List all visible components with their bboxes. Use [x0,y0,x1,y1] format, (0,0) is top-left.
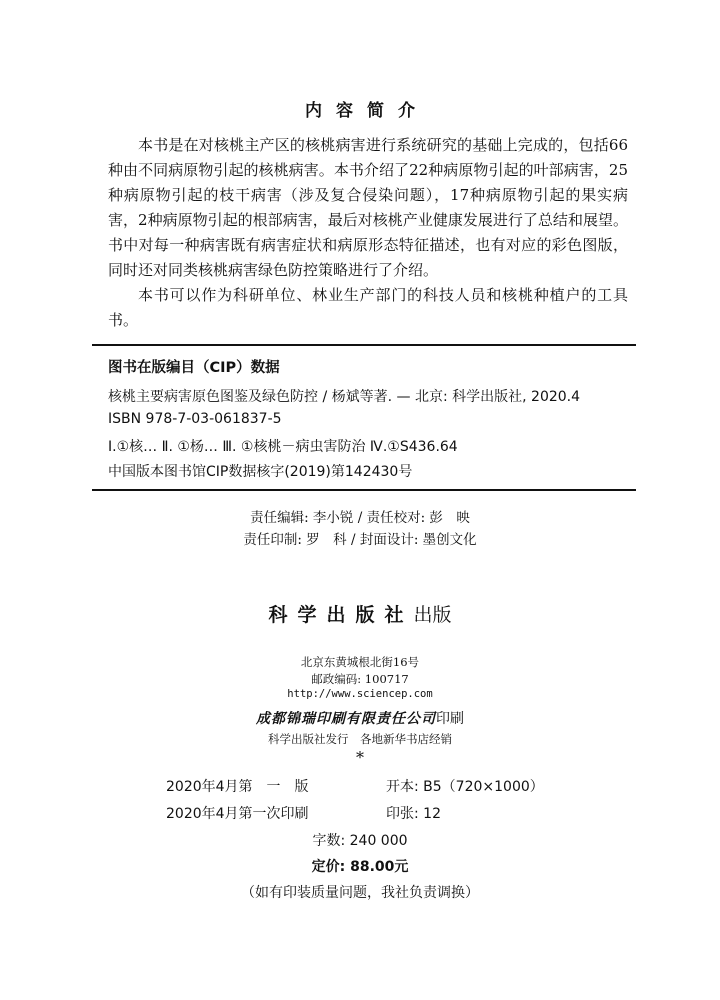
cip-top-rule [92,344,636,346]
publisher-website: http://www.sciencep.com [287,688,433,700]
distribution-line: 科学出版社发行 各地新华书店经销 [268,732,452,746]
publisher-postcode: 邮政编码: 100717 [311,672,409,686]
publisher-suffix: 出版 [413,604,452,626]
spec-sheets: 印张: 12 [386,806,441,822]
spec-note: （如有印装质量问题，我社负责调换） [241,885,479,901]
printer-suffix: 印刷 [436,711,464,727]
publisher-name: 科学出版社 [268,604,414,626]
printer-line [0,708,720,728]
cip-line-classification: Ⅰ.①核… Ⅱ. ①杨… Ⅲ. ①核桃－病虫害防治 Ⅳ.①S436.64 [108,439,458,455]
spec-edition: 2020年4月第 一 版 [166,779,309,795]
printer-name: 成都锦瑞印刷有限责任公司 [256,711,436,727]
cip-bottom-rule [92,489,636,491]
intro-paragraph-1: 本书是在对核桃主产区的核桃病害进行系统研究的基础上完成的，包括66种由不同病原物引起的核桃病害。本书介绍了22种病原物引起的叶部病害，25种病原物引起的枝干病害（涉及复合侵染问题），17种病原物引起的果实病害，2种病原物引起的根部病害，最后对核桃产业健康发展进行了总结和展望。书中对每一种病害既有病害症状和病原形态特征描述，也有对应的彩色图版，同时还对同类核桃病害绿色防控策略进行了介绍。 [108,136,628,279]
cip-line-isbn: ISBN 978-7-03-061837-5 [108,411,282,427]
staff-editors: 责任编辑: 李小锐 / 责任校对: 彭 映 [250,510,470,526]
spec-printing: 2020年4月第一次印刷 [166,806,309,822]
staff-production: 责任印制: 罗 科 / 封面设计: 墨创文化 [243,532,477,548]
intro-paragraph-2: 本书可以作为科研单位、林业生产部门的科技人员和核桃种植户的工具书。 [108,286,628,329]
intro-section [108,133,628,333]
cip-line-title: 核桃主要病害原色图鉴及绿色防控 / 杨斌等著. — 北京: 科学出版社, 2020.4 [108,389,581,405]
spec-wordcount: 字数: 240 000 [312,833,408,849]
cip-title: 图书在版编目（CIP）数据 [108,360,280,376]
publisher-address: 北京东黄城根北街16号 [300,655,420,669]
page-title: 内容简介 [305,101,429,121]
cip-line-record: 中国版本图书馆CIP数据核字(2019)第142430号 [108,464,413,480]
publisher-line [0,600,720,627]
spec-price: 定价: 88.00元 [311,859,409,875]
spec-format: 开本: B5（720×1000） [386,779,544,795]
separator-star: * [356,748,364,767]
